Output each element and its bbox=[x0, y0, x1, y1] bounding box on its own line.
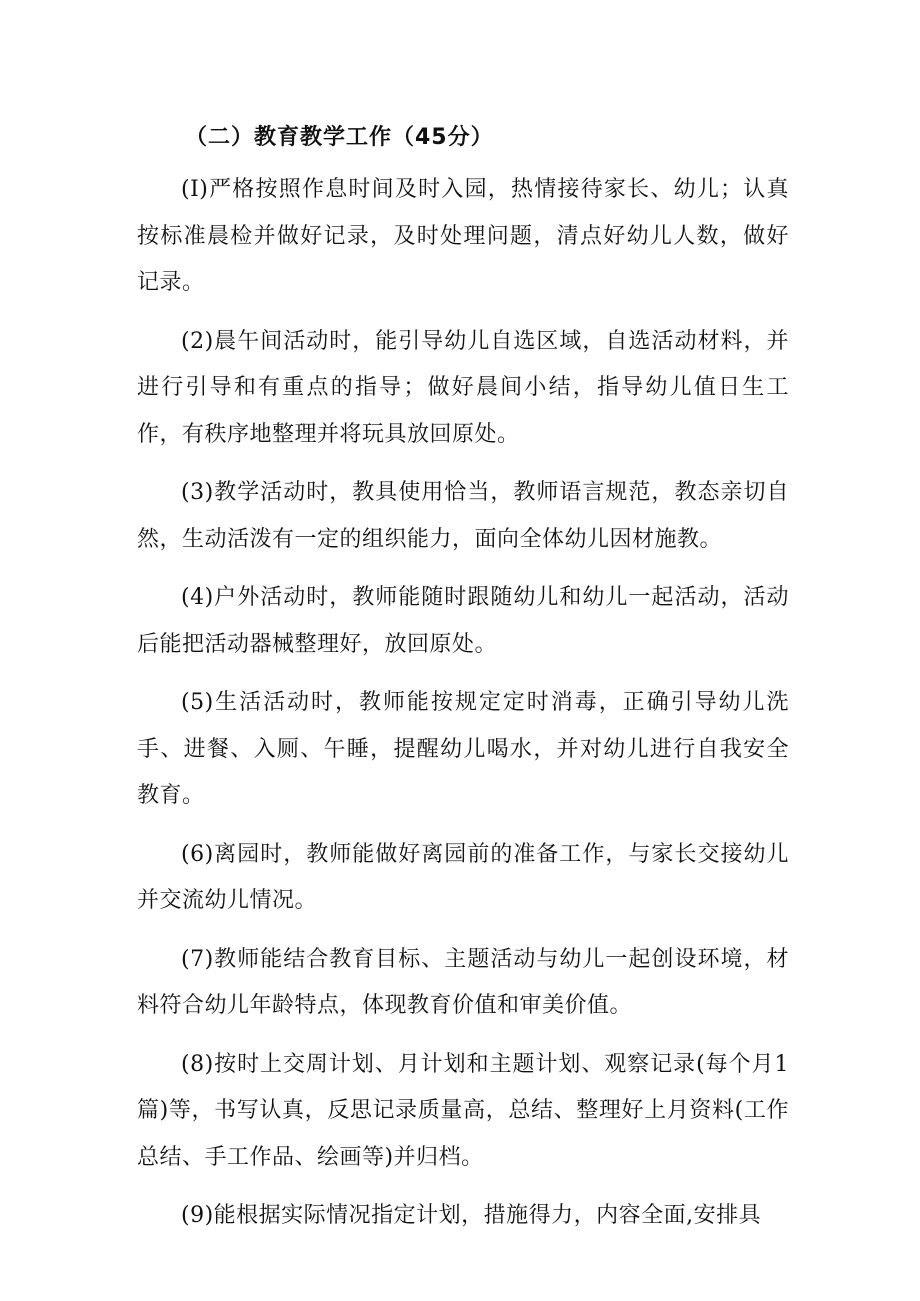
paragraph-9: (9)能根据实际情况指定计划，措施得力，内容全面,安排具 bbox=[181, 1203, 762, 1228]
paragraph-8: (8)按时上交周计划、月计划和主题计划、观察记录(每个月1篇)等，书写认真，反思记录质量高，总结、整理好上月资料(工作总结、手工作品、绘画等)并归档。 bbox=[137, 1051, 789, 1170]
paragraph-5: (5)生活活动时，教师能按规定定时消毒，正确引导幼儿洗手、进餐、入厕、午睡，提醒幼儿喝水，并对幼儿进行自我安全教育。 bbox=[137, 690, 789, 808]
section-heading: （二）教育教学工作（45分） bbox=[185, 125, 494, 150]
paragraph-7: (7)教师能结合教育目标、主题活动与幼儿一起创设环境，材料符合幼儿年龄特点，体现教育价值和审美价值。 bbox=[137, 946, 789, 1018]
paragraph-1: (I)严格按照作息时间及时入园，热情接待家长、幼儿；认真按标准晨检并做好记录，及时处理问题，清点好幼儿人数，做好记录。 bbox=[137, 177, 789, 295]
paragraph-2: (2)晨午间活动时，能引导幼儿自选区域，自选活动材料，并进行引导和有重点的指导；做好晨间小结，指导幼儿值日生工作，有秩序地整理并将玩具放回原处。 bbox=[137, 328, 789, 447]
paragraph-4: (4)户外活动时，教师能随时跟随幼儿和幼儿一起活动，活动后能把活动器械整理好，放回原处。 bbox=[137, 585, 789, 657]
body-text bbox=[137, 167, 789, 1252]
paragraph-6: (6)离园时，教师能做好离园前的准备工作，与家长交接幼儿并交流幼儿情况。 bbox=[137, 841, 789, 913]
paragraph-3: (3)教学活动时，教具使用恰当，教师语言规范，教态亲切自然，生动活泼有一定的组织能力，面向全体幼儿因材施教。 bbox=[137, 480, 789, 552]
